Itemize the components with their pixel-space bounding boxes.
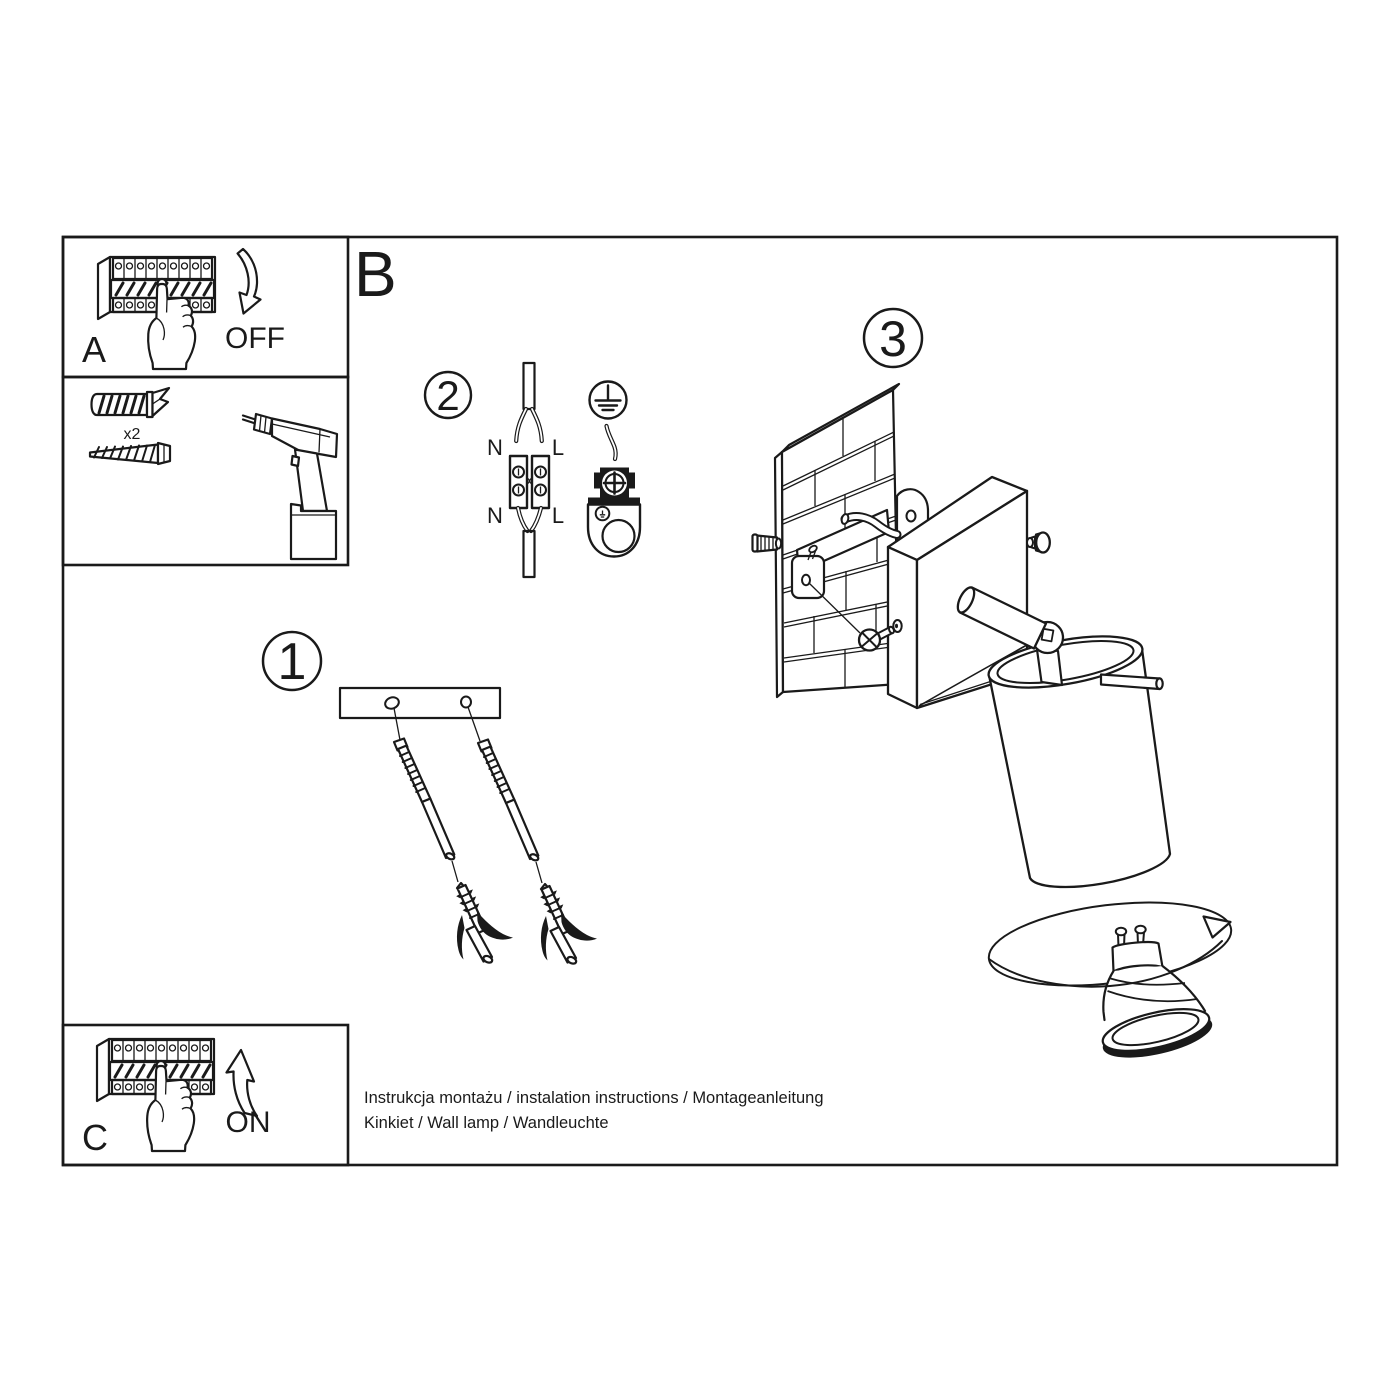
panel-a	[82, 249, 285, 370]
off-arrow-icon	[238, 249, 261, 314]
wire-line-bottom-label: L	[551, 503, 565, 528]
lamp-shade	[985, 627, 1170, 887]
mounting-screw-icon	[90, 443, 170, 464]
ground-terminal-connector	[588, 426, 640, 557]
panel-c	[82, 1039, 271, 1158]
panel-a-label: A	[82, 329, 107, 370]
mounting-plate	[340, 688, 500, 718]
terminal-block-right	[532, 456, 549, 508]
panel-a-state: OFF	[225, 322, 285, 355]
drill-icon	[243, 414, 337, 559]
footer-line-1: Instrukcja montażu / instalation instructions / Montageanleitung	[364, 1089, 824, 1107]
step-3	[753, 309, 1236, 1066]
step-3-number: 3	[879, 311, 907, 367]
panel-c-label: C	[82, 1117, 108, 1158]
plate-hole-right	[461, 697, 471, 708]
panel-c-state: ON	[225, 1106, 271, 1139]
section-b	[354, 238, 640, 577]
step-1-number: 1	[277, 633, 307, 691]
step-1	[263, 632, 597, 965]
side-screw-right-icon	[1027, 533, 1050, 553]
anchor-quantity-label: x2	[123, 426, 141, 443]
wire-neutral-bottom-label: N	[487, 503, 503, 528]
section-b-label: B	[354, 238, 397, 310]
footer	[364, 1089, 824, 1132]
wire-line-top-label: L	[551, 435, 565, 460]
terminal-wiring-diagram	[487, 363, 564, 577]
ground-symbol-icon	[590, 382, 627, 419]
plate-hole-left	[384, 695, 401, 710]
gu10-bulb-icon	[1099, 926, 1216, 1066]
terminal-block-left	[510, 456, 527, 508]
wire-neutral-top-label: N	[487, 435, 503, 460]
tools	[90, 388, 337, 559]
footer-line-2: Kinkiet / Wall lamp / Wandleuchte	[364, 1114, 609, 1132]
wall-plug-icon	[92, 388, 170, 417]
step-2-number: 2	[436, 372, 460, 419]
wall-screw-left-icon	[753, 535, 782, 552]
rotation-arrow-front-arc	[989, 941, 1222, 987]
